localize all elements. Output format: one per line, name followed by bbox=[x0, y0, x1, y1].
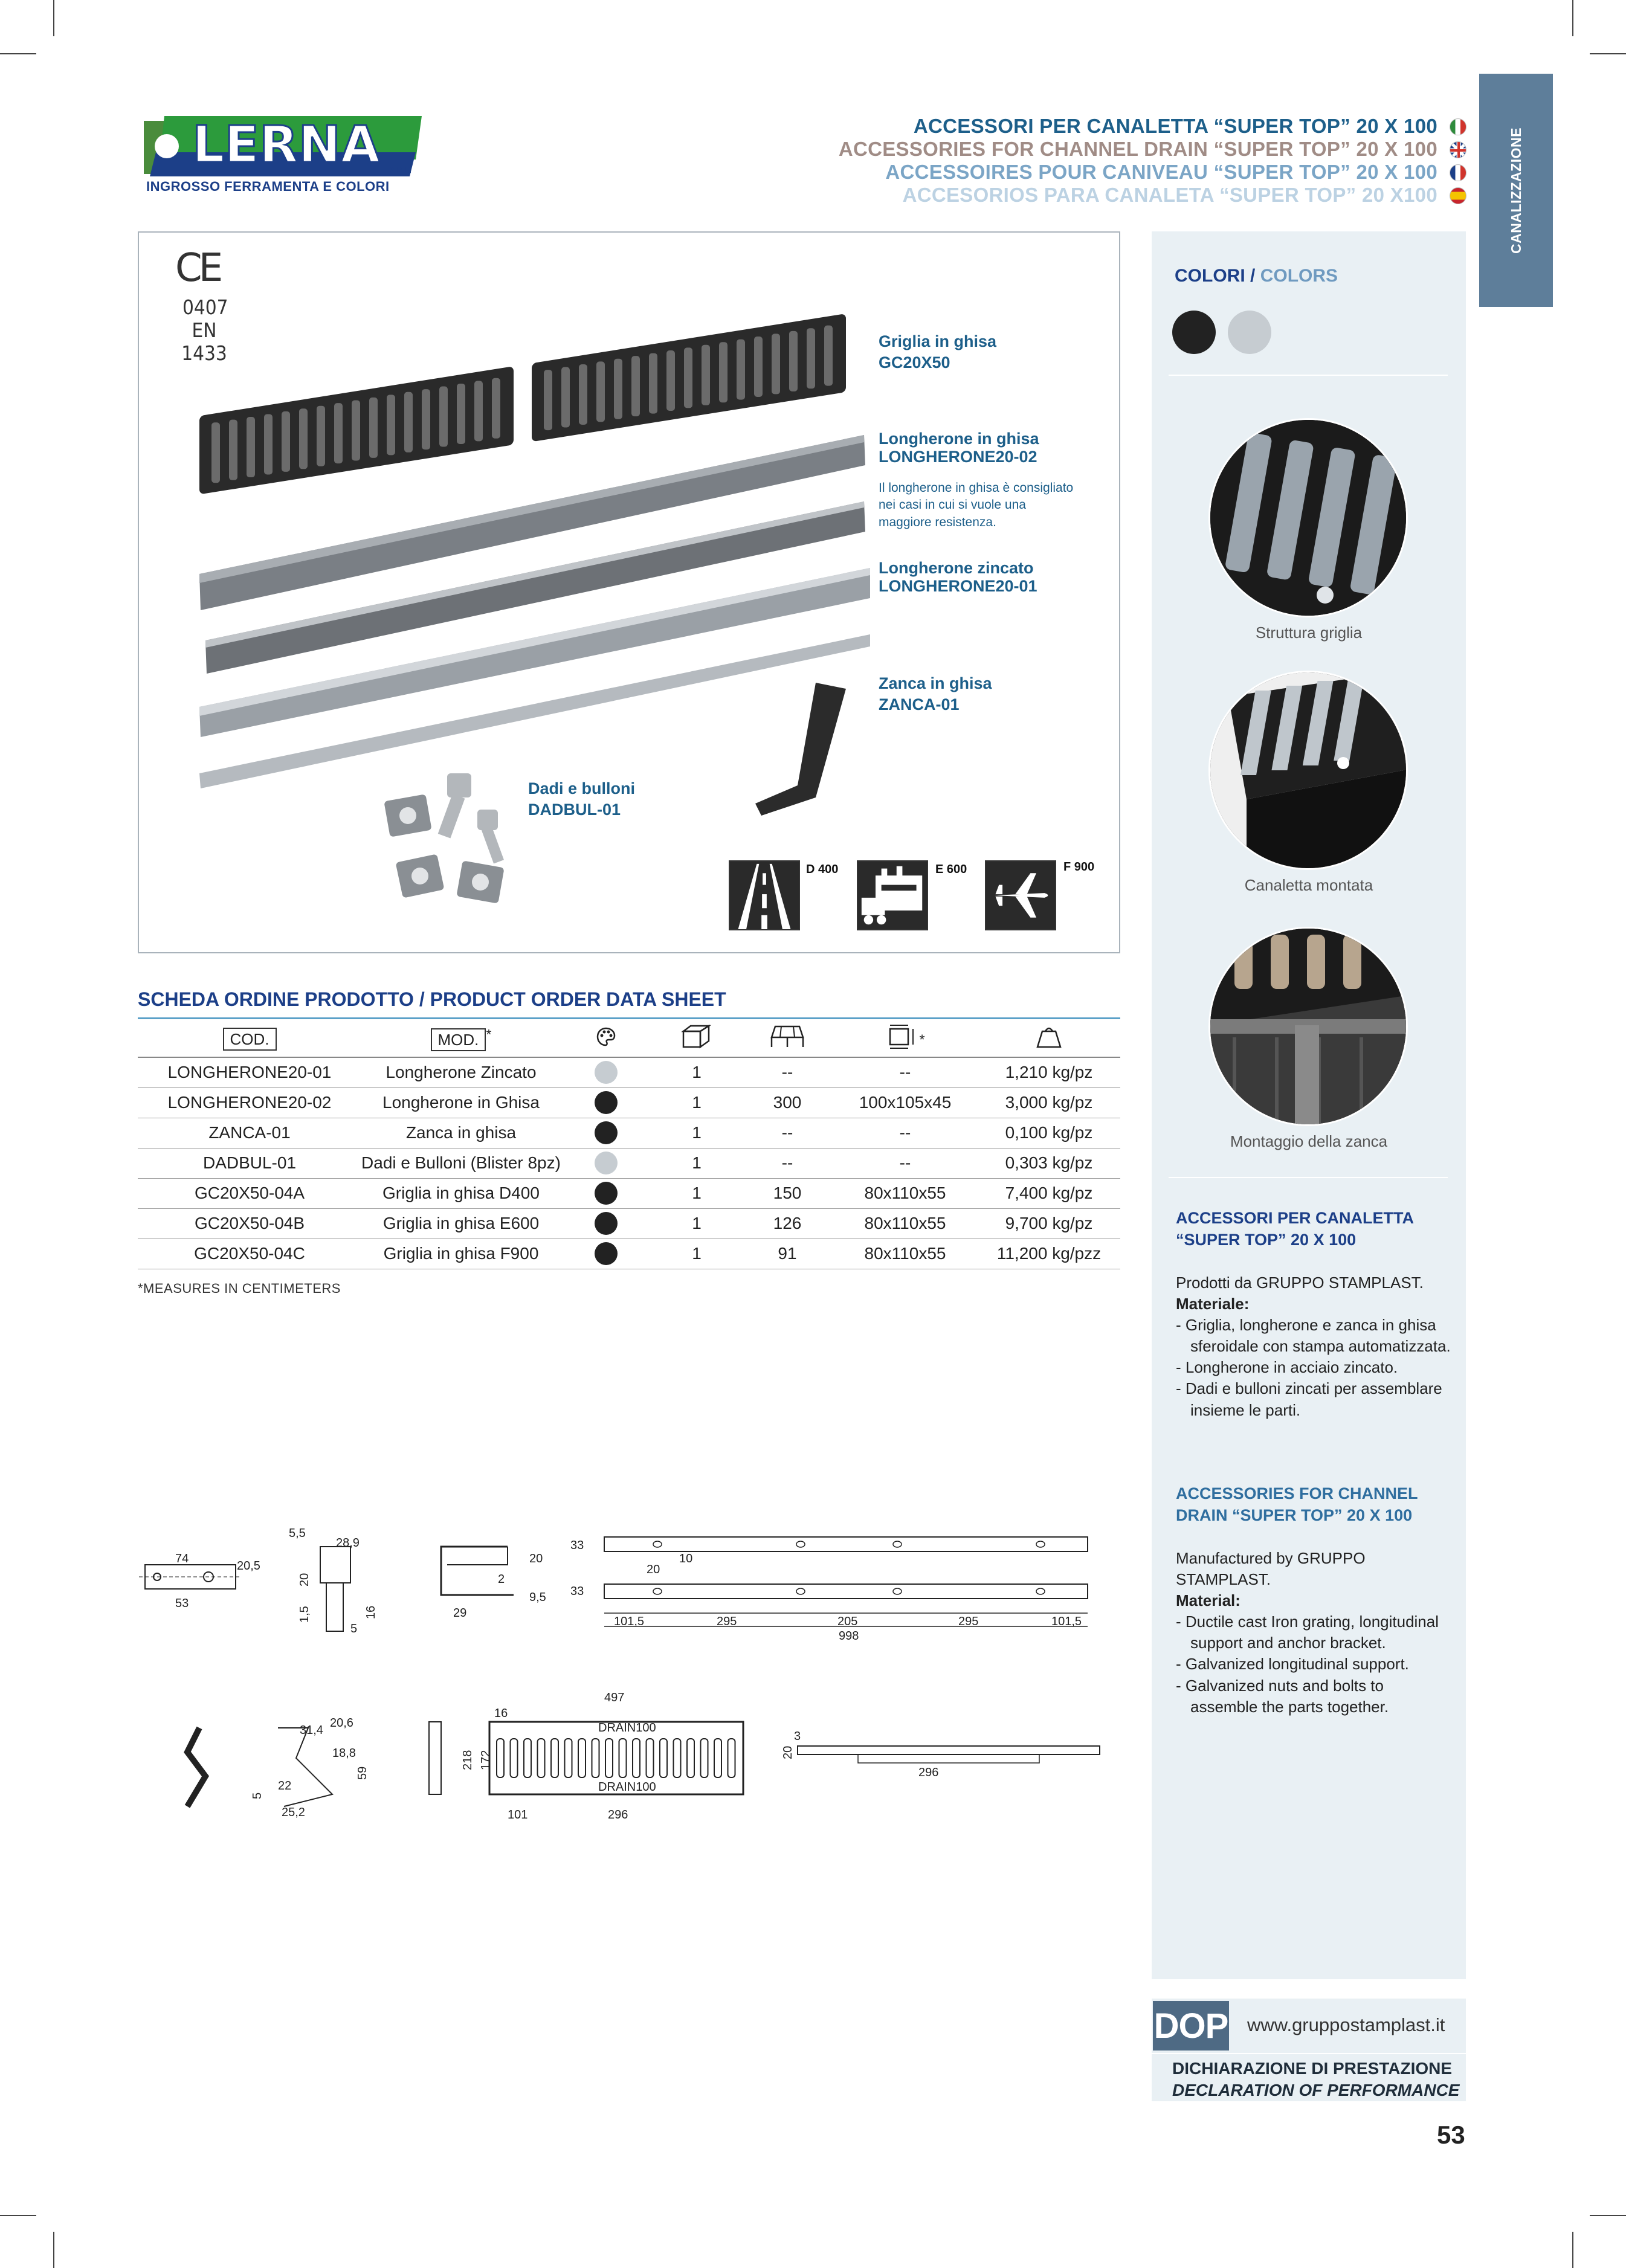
color-dot bbox=[595, 1242, 618, 1265]
anchor-dim-4: 59 bbox=[356, 1766, 369, 1780]
grate-slot bbox=[596, 361, 605, 422]
description-en-body bbox=[1176, 1548, 1451, 1718]
grate-slot bbox=[474, 381, 483, 441]
grate-slot bbox=[631, 356, 640, 416]
grate-drawing-slot bbox=[714, 1739, 721, 1777]
description-en-item: - Galvanized longitudinal support. bbox=[1176, 1655, 1409, 1674]
photo-caption-structure: Struttura griglia bbox=[1255, 623, 1363, 642]
crop-mark bbox=[53, 0, 54, 36]
grate-drawing-slot bbox=[660, 1739, 667, 1777]
grate-slot bbox=[754, 337, 763, 397]
anchor-dim-1: 31,4 bbox=[300, 1724, 323, 1737]
cell-pack: 1 bbox=[651, 1208, 742, 1239]
description-en-material-label: Material: bbox=[1176, 1591, 1240, 1610]
header-pallet bbox=[742, 1021, 833, 1057]
anchor-illustration bbox=[749, 677, 858, 822]
cert-norm: EN 1433 bbox=[181, 318, 227, 365]
anchor-callout-code: ZANCA-01 bbox=[879, 695, 960, 714]
grate-slot bbox=[737, 340, 745, 400]
cell-weight: 1,210 kg/pz bbox=[978, 1057, 1120, 1087]
crop-mark bbox=[1590, 53, 1626, 54]
zinc-support-name: Longherone zincato bbox=[879, 559, 1034, 577]
bolt-dim-1: 5,5 bbox=[289, 1527, 306, 1540]
rail-dim-span-4: 295 bbox=[958, 1615, 979, 1628]
cell-dims: -- bbox=[833, 1118, 978, 1148]
airplane-icon bbox=[985, 860, 1056, 930]
dop-divider bbox=[1152, 2053, 1466, 2054]
cell-pack: 1 bbox=[651, 1148, 742, 1178]
header-mod-star: * bbox=[486, 1026, 492, 1042]
description-en-item: - Galvanized nuts and bolts to assemble the parts together. bbox=[1176, 1676, 1389, 1716]
grid-structure-photo bbox=[1208, 418, 1408, 617]
header-dimensions bbox=[833, 1021, 978, 1057]
color-dot bbox=[595, 1212, 618, 1235]
cell-pack: 1 bbox=[651, 1118, 742, 1148]
description-en-list bbox=[1176, 1611, 1451, 1717]
color-swatch-black bbox=[1172, 311, 1216, 354]
grate-side-dim-2: 20 bbox=[781, 1745, 795, 1759]
description-it-heading-line2: “SUPER TOP” 20 X 100 bbox=[1176, 1231, 1357, 1249]
rail-dim-span-5: 101,5 bbox=[1051, 1615, 1082, 1628]
grate-slot bbox=[684, 347, 692, 408]
cell-weight: 9,700 kg/pz bbox=[978, 1208, 1120, 1239]
grate-top-drawing bbox=[423, 1686, 761, 1831]
grate-slot bbox=[649, 353, 657, 414]
dimensions-icon bbox=[885, 1023, 919, 1051]
cell-cod: GC20X50-04A bbox=[138, 1178, 361, 1208]
grate-slot bbox=[772, 333, 780, 394]
rail-dim-3: 20 bbox=[647, 1563, 660, 1576]
anchor-dim-3: 18,8 bbox=[332, 1747, 356, 1760]
cell-pack: 1 bbox=[651, 1178, 742, 1208]
cell-pallet: -- bbox=[742, 1057, 833, 1087]
colors-label-en: COLORS bbox=[1260, 266, 1338, 286]
grate-slot bbox=[719, 342, 728, 402]
bolt-dim-4: 1,5 bbox=[298, 1606, 311, 1623]
cert-code: 0407 bbox=[182, 295, 228, 319]
grate-top-dim-1: 497 bbox=[604, 1691, 625, 1704]
bolts-callout-code: DADBUL-01 bbox=[528, 801, 621, 819]
anchor-dim-7: 25,2 bbox=[282, 1806, 305, 1819]
rail-dim-2: 10 bbox=[679, 1552, 693, 1565]
cell-mod: Longherone Zincato bbox=[361, 1057, 561, 1087]
weight-icon bbox=[1035, 1024, 1063, 1049]
photo-caption-mounted: Canaletta montata bbox=[1244, 876, 1373, 894]
cell-pallet: 91 bbox=[742, 1239, 833, 1269]
profile-dim-3: 9,5 bbox=[529, 1591, 546, 1604]
title-en: ACCESSORIES FOR CHANNEL DRAIN “SUPER TOP” 20 X 100 bbox=[838, 138, 1437, 160]
header-mod-label: MOD. bbox=[431, 1028, 486, 1051]
color-palette-icon bbox=[596, 1026, 616, 1047]
grate-drawing-slot bbox=[538, 1739, 545, 1777]
description-it-item: - Dadi e bulloni zincati per assemblare insieme le parti. bbox=[1176, 1379, 1442, 1419]
nut-dim-1: 74 bbox=[175, 1552, 189, 1565]
cast-support-name: Longherone in ghisa bbox=[879, 430, 1039, 448]
table-row bbox=[138, 1208, 1120, 1239]
colors-title bbox=[1175, 266, 1338, 286]
cell-dims: 80x110x55 bbox=[833, 1178, 978, 1208]
grate-side-drawing bbox=[773, 1728, 1112, 1800]
grate-slot bbox=[702, 345, 710, 405]
crop-mark bbox=[53, 2232, 54, 2268]
dop-title-it: DICHIARAZIONE DI PRESTAZIONE bbox=[1172, 2059, 1453, 2078]
cell-pack: 1 bbox=[651, 1239, 742, 1269]
title-fr: ACCESSOIRES POUR CANIVEAU “SUPER TOP” 20 X 100 bbox=[885, 161, 1437, 183]
class-f900-label: F 900 bbox=[1063, 860, 1095, 874]
dop-badge: DOP bbox=[1153, 2001, 1229, 2051]
cell-mod: Dadi e Bulloni (Blister 8pz) bbox=[361, 1148, 561, 1178]
cell-pack: 1 bbox=[651, 1087, 742, 1118]
order-table-body bbox=[138, 1057, 1120, 1269]
table-row bbox=[138, 1148, 1120, 1178]
grate-drawing-slot bbox=[565, 1739, 572, 1777]
anchor-callout-name: Zanca in ghisa bbox=[879, 674, 992, 692]
dop-url-link[interactable]: www.gruppostamplast.it bbox=[1247, 2014, 1445, 2035]
pallet-icon bbox=[769, 1024, 805, 1049]
crop-mark bbox=[0, 2215, 36, 2216]
cell-color bbox=[561, 1148, 651, 1178]
bolt-dim-6: 5 bbox=[350, 1622, 358, 1635]
grate-side-dim-3: 296 bbox=[918, 1766, 939, 1779]
description-en-heading bbox=[1176, 1483, 1418, 1527]
color-swatch-grey bbox=[1228, 311, 1271, 354]
bolts-callout-name: Dadi e bulloni bbox=[528, 779, 636, 797]
header-mod bbox=[361, 1021, 561, 1057]
cell-color bbox=[561, 1057, 651, 1087]
table-header-row bbox=[138, 1021, 1120, 1057]
order-table bbox=[138, 1021, 1120, 1269]
grate-drawing-slot bbox=[524, 1739, 531, 1777]
bolt-dim-3: 20 bbox=[298, 1573, 311, 1587]
rail-dim-span-2: 295 bbox=[717, 1615, 737, 1628]
cell-cod: LONGHERONE20-02 bbox=[138, 1087, 361, 1118]
rail-dim-span-1: 101,5 bbox=[614, 1615, 645, 1628]
crop-mark bbox=[0, 53, 36, 54]
crop-mark bbox=[1572, 0, 1573, 36]
grate-drawing-slot bbox=[605, 1739, 613, 1777]
cell-weight: 7,400 kg/pz bbox=[978, 1178, 1120, 1208]
grate-slot bbox=[824, 326, 833, 386]
grate-drawing-slot bbox=[728, 1739, 735, 1777]
title-it: ACCESSORI PER CANALETTA “SUPER TOP” 20 X 100 bbox=[913, 115, 1437, 137]
uk-flag-icon bbox=[1450, 141, 1466, 158]
grate-slot bbox=[789, 331, 798, 391]
cell-mod: Griglia in ghisa E600 bbox=[361, 1208, 561, 1239]
sidebar-divider bbox=[1169, 1177, 1448, 1178]
cell-dims: 80x110x55 bbox=[833, 1239, 978, 1269]
bolt-dim-2: 28,9 bbox=[336, 1536, 360, 1550]
grate-top-dim-6: 296 bbox=[608, 1808, 628, 1822]
cast-support-callout bbox=[879, 430, 1039, 466]
bolts-callout bbox=[528, 778, 635, 820]
cell-cod: LONGHERONE20-01 bbox=[138, 1057, 361, 1087]
grate-slot bbox=[561, 367, 570, 428]
anchor-assembly-photo bbox=[1208, 927, 1408, 1126]
photo-caption-anchor: Montaggio della zanca bbox=[1230, 1132, 1388, 1150]
forklift-icon bbox=[857, 860, 928, 930]
description-it-list bbox=[1176, 1315, 1451, 1420]
cell-color bbox=[561, 1178, 651, 1208]
profile-dim-4: 29 bbox=[453, 1606, 467, 1620]
description-en-heading-line2: DRAIN “SUPER TOP” 20 X 100 bbox=[1176, 1506, 1413, 1525]
road-icon bbox=[729, 860, 800, 930]
zinc-support-callout bbox=[879, 559, 1037, 595]
cell-mod: Griglia in ghisa D400 bbox=[361, 1178, 561, 1208]
table-row bbox=[138, 1239, 1120, 1269]
rail-dim-span-3: 205 bbox=[837, 1615, 858, 1628]
title-es: ACCESORIOS PARA CANALETA “SUPER TOP” 20 X100 bbox=[902, 184, 1437, 206]
bolt-dim-5: 16 bbox=[364, 1605, 378, 1619]
cell-cod: GC20X50-04B bbox=[138, 1208, 361, 1239]
cell-cod: ZANCA-01 bbox=[138, 1118, 361, 1148]
description-it-body bbox=[1176, 1272, 1451, 1421]
cell-color bbox=[561, 1239, 651, 1269]
anchor-dim-6: 5 bbox=[251, 1792, 264, 1799]
cell-pack: 1 bbox=[651, 1057, 742, 1087]
table-row bbox=[138, 1178, 1120, 1208]
grid-callout bbox=[879, 331, 996, 373]
grate-drawing-slot bbox=[551, 1739, 558, 1777]
grate-drawing-slot bbox=[687, 1739, 694, 1777]
cell-dims: 100x105x45 bbox=[833, 1087, 978, 1118]
grate-drawing-slot bbox=[633, 1739, 640, 1777]
profile-dim-1: 20 bbox=[529, 1552, 543, 1565]
crop-mark bbox=[1572, 2232, 1573, 2268]
nut-dim-3: 53 bbox=[175, 1597, 189, 1610]
grate-slot bbox=[579, 364, 587, 425]
logo-subtitle: INGROSSO FERRAMENTA E COLORI bbox=[146, 179, 390, 194]
italian-flag-icon bbox=[1450, 118, 1466, 135]
cell-pallet: 150 bbox=[742, 1178, 833, 1208]
rail-dim-total: 998 bbox=[839, 1629, 859, 1643]
grate-slot bbox=[544, 370, 552, 430]
cell-weight: 0,100 kg/pz bbox=[978, 1118, 1120, 1148]
table-footnote: *MEASURES IN CENTIMETERS bbox=[138, 1281, 341, 1296]
cell-pallet: 300 bbox=[742, 1087, 833, 1118]
colors-label-it: COLORI bbox=[1175, 266, 1245, 286]
description-it-heading bbox=[1176, 1207, 1414, 1251]
grate-drawing-slot bbox=[497, 1739, 504, 1777]
cell-mod: Longherone in Ghisa bbox=[361, 1087, 561, 1118]
class-d400-label: D 400 bbox=[806, 863, 839, 876]
ce-mark: CE bbox=[175, 246, 220, 291]
box-icon bbox=[681, 1024, 712, 1049]
grate-slot bbox=[666, 350, 675, 411]
description-it-item: - Longherone in acciaio zincato. bbox=[1176, 1358, 1398, 1377]
section-tab-label: CANALIZZAZIONE bbox=[1508, 127, 1524, 254]
crop-mark bbox=[1590, 2215, 1626, 2216]
color-dot bbox=[595, 1061, 618, 1084]
grate-side-dim-1: 3 bbox=[794, 1730, 801, 1743]
cell-cod: GC20X50-04C bbox=[138, 1239, 361, 1269]
grate-top-dim-5: 101 bbox=[508, 1808, 528, 1822]
cell-mod: Griglia in ghisa F900 bbox=[361, 1239, 561, 1269]
dop-title-en: DECLARATION OF PERFORMANCE bbox=[1172, 2081, 1460, 2099]
zinc-support-code: LONGHERONE20-01 bbox=[879, 576, 1037, 595]
grate-slot bbox=[492, 378, 500, 439]
cast-support-code: LONGHERONE20-02 bbox=[879, 447, 1037, 466]
anchor-drawing bbox=[163, 1710, 381, 1831]
grate-drawing-slot bbox=[592, 1739, 599, 1777]
header-cod-label: COD. bbox=[223, 1028, 277, 1051]
color-dot bbox=[595, 1182, 618, 1205]
svg-text:LERNA: LERNA bbox=[192, 116, 380, 174]
order-table-rule bbox=[138, 1017, 1120, 1019]
nuts-bolts-illustration bbox=[375, 767, 532, 906]
page-number: 53 bbox=[1437, 2121, 1465, 2149]
cell-dims: 80x110x55 bbox=[833, 1208, 978, 1239]
table-row bbox=[138, 1087, 1120, 1118]
grate-drawing-slot bbox=[701, 1739, 708, 1777]
header-pack bbox=[651, 1021, 742, 1057]
cell-dims: -- bbox=[833, 1148, 978, 1178]
anchor-dim-2: 20,6 bbox=[330, 1716, 353, 1730]
grid-callout-code: GC20X50 bbox=[879, 353, 950, 372]
cell-weight: 0,303 kg/pz bbox=[978, 1148, 1120, 1178]
grate-top-dim-2: 16 bbox=[494, 1707, 508, 1720]
grate-drawing-slot bbox=[647, 1739, 654, 1777]
description-it-intro: Prodotti da GRUPPO STAMPLAST. bbox=[1176, 1274, 1424, 1292]
grate-top-text-2: DRAIN100 bbox=[598, 1780, 656, 1794]
cell-pallet: -- bbox=[742, 1148, 833, 1178]
grate-drawing-slot bbox=[674, 1739, 681, 1777]
grate-drawing-slot bbox=[511, 1739, 518, 1777]
order-table-title: SCHEDA ORDINE PRODOTTO / PRODUCT ORDER DATA SHEET bbox=[138, 988, 726, 1010]
grate-drawing-slot bbox=[619, 1739, 627, 1777]
description-en-intro: Manufactured by GRUPPO STAMPLAST. bbox=[1176, 1549, 1366, 1589]
table-row bbox=[138, 1118, 1120, 1148]
cell-pallet: -- bbox=[742, 1118, 833, 1148]
cell-weight: 11,200 kg/pzz bbox=[978, 1239, 1120, 1269]
header-dims-star: * bbox=[919, 1031, 925, 1048]
bolt-drawing bbox=[284, 1522, 393, 1643]
sidebar-divider bbox=[1169, 375, 1448, 376]
grate-top-dim-3: 218 bbox=[461, 1750, 474, 1770]
grate-top-text-1: DRAIN100 bbox=[598, 1721, 656, 1735]
nut-drawing bbox=[139, 1522, 272, 1631]
cell-color bbox=[561, 1118, 651, 1148]
grid-callout-name: Griglia in ghisa bbox=[879, 332, 997, 350]
cast-support-note: Il longherone in ghisa è consigliato nei casi in cui si vuole una maggiore resistenza. bbox=[879, 481, 1074, 529]
cell-cod: DADBUL-01 bbox=[138, 1148, 361, 1178]
cell-weight: 3,000 kg/pz bbox=[978, 1087, 1120, 1118]
table-row bbox=[138, 1057, 1120, 1087]
mounted-channel-photo bbox=[1208, 671, 1408, 870]
rail-dim-4: 33 bbox=[570, 1585, 584, 1598]
french-flag-icon bbox=[1450, 164, 1466, 181]
rail-dim-1: 33 bbox=[570, 1539, 584, 1552]
header-cod bbox=[138, 1021, 361, 1057]
grate-top-dim-4: 172 bbox=[479, 1750, 492, 1770]
color-dot bbox=[595, 1152, 618, 1174]
header-weight bbox=[978, 1021, 1120, 1057]
description-it-material-label: Materiale: bbox=[1176, 1295, 1250, 1313]
cell-color bbox=[561, 1208, 651, 1239]
anchor-dim-5: 22 bbox=[278, 1779, 292, 1793]
description-en-item: - Ductile cast Iron grating, longitudinal support and anchor bracket. bbox=[1176, 1612, 1439, 1652]
cell-pallet: 126 bbox=[742, 1208, 833, 1239]
grate-slot bbox=[614, 359, 622, 419]
profile-drawing bbox=[423, 1535, 556, 1631]
rail-drawing bbox=[568, 1529, 1100, 1649]
cell-dims: -- bbox=[833, 1057, 978, 1087]
anchor-callout bbox=[879, 673, 992, 715]
cell-mod: Zanca in ghisa bbox=[361, 1118, 561, 1148]
color-dot bbox=[595, 1121, 618, 1144]
colors-separator: / bbox=[1245, 266, 1260, 286]
profile-dim-2: 2 bbox=[498, 1573, 505, 1586]
nut-dim-2: 20,5 bbox=[237, 1559, 260, 1573]
grate-drawing-slot bbox=[578, 1739, 586, 1777]
header-color bbox=[561, 1021, 651, 1057]
description-it-heading-line1: ACCESSORI PER CANALETTA bbox=[1176, 1209, 1415, 1227]
description-it-item: - Griglia, longherone e zanca in ghisa sferoidale con stampa automatizzata. bbox=[1176, 1316, 1451, 1356]
color-dot bbox=[595, 1091, 618, 1114]
logo-srl: S.R.L. bbox=[389, 166, 411, 175]
class-e600-label: E 600 bbox=[935, 863, 967, 876]
cell-color bbox=[561, 1087, 651, 1118]
description-en-heading-line1: ACCESSORIES FOR CHANNEL bbox=[1176, 1484, 1418, 1503]
spanish-flag-icon bbox=[1450, 187, 1466, 204]
grate-slot bbox=[807, 328, 815, 388]
